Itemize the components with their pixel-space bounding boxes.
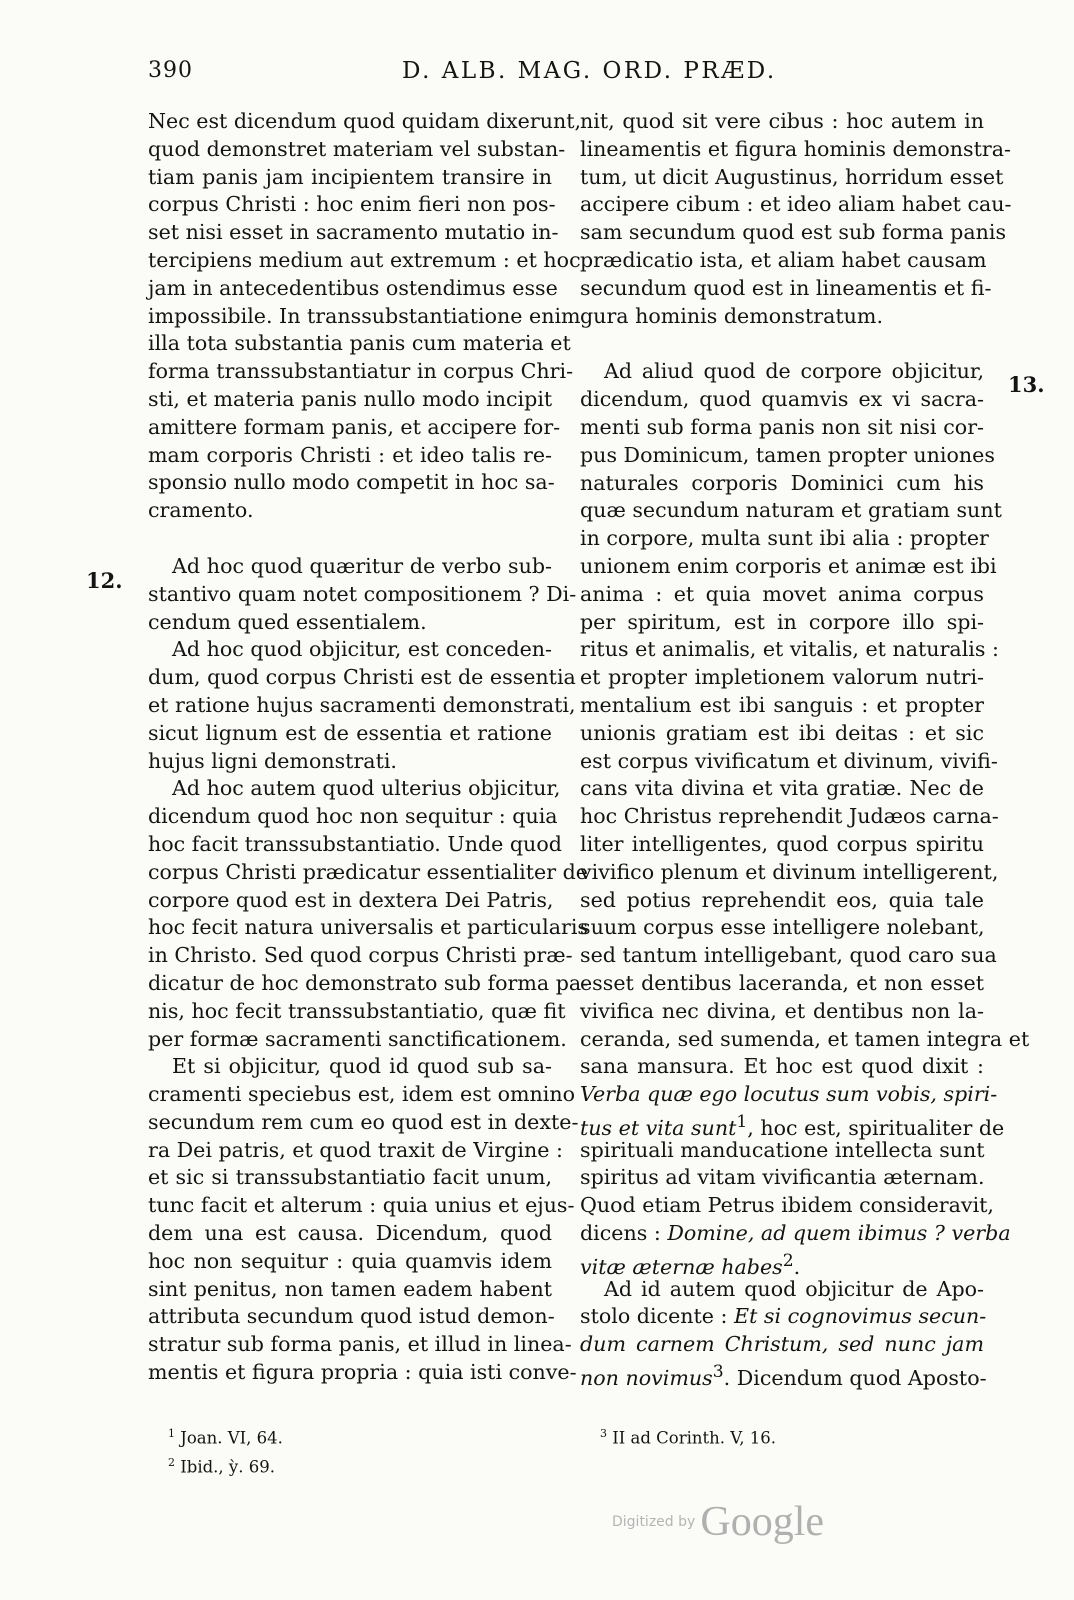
text-line: [580, 1359, 987, 1390]
footnote-text: Ibid., ỳ. 69.: [180, 1457, 275, 1476]
footnote-mark: 3: [600, 1427, 607, 1440]
line-text: mentalium est ibi sanguis : et propter: [580, 692, 984, 717]
line-text: sti, et materia panis nullo modo incipit: [148, 386, 553, 411]
text-line: [580, 303, 984, 331]
text-line: [580, 942, 997, 970]
line-text: corpus Christi : hoc enim fieri non pos-: [148, 192, 556, 217]
text-line: [580, 191, 1012, 219]
italic-citation: vitæ æternæ habes: [580, 1254, 783, 1279]
text-line: [580, 1248, 984, 1279]
line-text: Et si objicitur, quod id quod sub sa-: [172, 1054, 552, 1079]
text-line: [580, 1026, 1030, 1054]
text-line: [580, 1053, 984, 1081]
line-text: et sic si transsubstantiatio facit unum,: [148, 1165, 552, 1190]
line-text: mam corporis Christi : et ideo talis re-: [148, 442, 552, 467]
text-line: [148, 636, 552, 664]
text-line: [580, 108, 984, 136]
text-line: [580, 748, 998, 776]
line-text: unionem enim corporis et animæ est ibi: [580, 553, 997, 578]
text-line: [148, 1276, 552, 1304]
text-line: [580, 442, 995, 470]
line-text: cramenti speciebus est, idem est omnino: [148, 1082, 576, 1107]
line-text: vivifica nec divina, et dentibus non la-: [580, 998, 984, 1023]
text-line: [580, 803, 999, 831]
text-line: [148, 247, 581, 275]
line-text: tiam panis jam incipientem transire in: [148, 164, 552, 189]
line-text: cendum qued essentialem.: [148, 609, 427, 634]
line-text: hujus ligni demonstrati.: [148, 748, 397, 773]
footnote: [600, 1422, 776, 1451]
text-line: [580, 1331, 984, 1359]
text-line: [580, 664, 984, 692]
text-line: [580, 581, 984, 609]
text-line: [148, 1026, 567, 1054]
text-line: [148, 1220, 552, 1248]
line-text: ra Dei patris, et quod traxit de Virgine :: [148, 1137, 563, 1162]
footnote-ref: 2: [782, 1250, 794, 1271]
line-text: gura hominis demonstratum.: [580, 303, 883, 328]
line-text: dicens :: [580, 1221, 668, 1246]
line-text: hoc Christus reprehendit Judæos carna-: [580, 804, 999, 829]
line-text: liter intelligentes, quod corpus spiritu: [580, 831, 984, 856]
line-text: unionis gratiam est ibi deitas : et sic: [580, 720, 984, 745]
text-line: [580, 247, 987, 275]
text-line: [580, 470, 984, 498]
page-header: [148, 58, 998, 94]
line-text: nit, quod sit vere cibus : hoc autem in: [580, 109, 984, 133]
text-line: [148, 414, 561, 442]
line-text: tum, ut dicit Augustinus, horridum esset: [580, 164, 1004, 189]
line-text: per formæ sacramenti sanctificationem.: [148, 1026, 567, 1051]
text-line: [580, 775, 984, 803]
text-line: [148, 1081, 576, 1109]
text-line: [148, 803, 558, 831]
line-text: ritus et animalis, et vitalis, et naturalis :: [580, 637, 999, 662]
footnote-mark: 1: [168, 1427, 175, 1440]
line-text: dicendum, quod quamvis ex vi sacra-: [580, 387, 984, 412]
text-line: [580, 1081, 998, 1109]
text-line: [580, 998, 984, 1026]
text-line: [148, 497, 552, 525]
line-text: lineamentis et figura hominis demonstra-: [580, 136, 1011, 161]
line-text: corpore quod est in dextera Dei Patris,: [148, 887, 554, 912]
line-text: Ad hoc quod objicitur, est conceden-: [172, 637, 552, 662]
text-line: [580, 831, 984, 859]
line-text: sana mansura. Et hoc est quod dixit :: [580, 1054, 984, 1079]
line-text: naturales corporis Dominici cum his: [580, 470, 984, 495]
text-line: [148, 1303, 555, 1331]
text-line: [580, 414, 984, 442]
line-text: est corpus vivificatum et divinum, vivifi-: [580, 748, 998, 773]
line-text: dicatur de hoc demonstrato sub forma pa-: [148, 970, 589, 995]
paragraph-gap: [580, 330, 984, 358]
line-text: per spiritum, est in corpore illo spi-: [580, 609, 984, 634]
line-text: amittere formam panis, et accipere for-: [148, 414, 561, 439]
text-line: [148, 998, 566, 1026]
text-line: [580, 164, 1004, 192]
line-text: nis, hoc fecit transsubstantiatio, quæ fit: [148, 998, 566, 1023]
line-text: tercipiens medium aut extremum : et hoc: [148, 247, 581, 272]
line-text: Ad hoc quod quæritur de verbo sub-: [172, 553, 552, 578]
line-text: spiritus ad vitam vivificantia æternam.: [580, 1165, 985, 1190]
footnote-text: II ad Corinth. V, 16.: [612, 1428, 777, 1448]
line-text: forma transsubstantiatur in corpus Chri-: [148, 359, 574, 384]
italic-citation: tus et vita sunt: [580, 1115, 737, 1140]
line-text: quæ secundum naturam et gratiam sunt: [580, 498, 1002, 523]
text-line: [148, 1359, 577, 1387]
text-line: [148, 1137, 563, 1165]
line-text: ceranda, sed sumenda, et tamen integra et: [580, 1026, 1030, 1051]
paragraph-gap: [148, 525, 552, 553]
line-text: Ad hoc autem quod ulterius objicitur,: [172, 776, 561, 801]
line-text: stantivo quam notet compositionem ? Di-: [148, 581, 577, 606]
text-line: [580, 636, 999, 664]
line-text: jam in antecedentibus ostendimus esse: [148, 275, 558, 300]
text-line: [148, 191, 556, 219]
text-line: [148, 831, 562, 859]
text-line: [148, 887, 552, 915]
line-text: mentis et figura propria : quia isti conve-: [148, 1360, 577, 1385]
text-line: [148, 219, 559, 247]
text-line: [580, 1137, 984, 1165]
text-line: [580, 358, 984, 386]
text-line: [148, 970, 589, 998]
footnote-ref: 3: [712, 1362, 724, 1383]
line-text: spirituali manducatione intellecta sunt: [580, 1137, 985, 1162]
line-text: illa tota substantia panis cum materia et: [148, 331, 571, 356]
text-line: [580, 720, 984, 748]
line-text: in corpore, multa sunt ibi alia : propter: [580, 526, 989, 551]
footnote-ref: 1: [736, 1111, 748, 1132]
text-line: [580, 525, 989, 553]
footnote: [168, 1422, 283, 1451]
footnote-text: Joan. VI, 64.: [180, 1428, 283, 1448]
text-line: [148, 1109, 579, 1137]
line-text: secundum quod est in lineamentis et fi-: [580, 275, 992, 300]
text-line: [580, 1303, 987, 1331]
text-line: [148, 164, 552, 192]
line-text: dum, quod corpus Christi est de essentia: [148, 665, 576, 690]
line-text: Ad id autem quod objicitur de Apo-: [604, 1276, 984, 1301]
line-text: sam secundum quod est sub forma panis: [580, 220, 1007, 245]
text-line: [148, 358, 574, 386]
running-title: D. ALB. MAG. ORD. PRÆD.: [402, 58, 777, 84]
line-text: sicut lignum est de essentia et ratione: [148, 720, 552, 745]
text-line: [148, 108, 582, 136]
line-text: sint penitus, non tamen eadem habent: [148, 1276, 552, 1301]
watermark-prefix: Digitized by: [612, 1514, 696, 1530]
line-text: sed potius reprehendit eos, quia tale: [580, 887, 984, 912]
line-text: .: [793, 1254, 801, 1279]
line-text: Nec est dicendum quod quidam dixerunt,: [148, 109, 582, 133]
italic-citation: Verba quæ ego locutus sum vobis, spiri-: [580, 1082, 998, 1107]
text-line: [148, 720, 552, 748]
italic-citation: dum carnem Christum, sed nunc jam: [580, 1332, 984, 1357]
line-text: prædicatio ista, et aliam habet causam: [580, 247, 987, 272]
line-text: sed tantum intelligebant, quod caro sua: [580, 943, 997, 968]
text-line: [580, 1220, 1011, 1248]
text-line: [148, 1053, 552, 1081]
text-line: [580, 859, 999, 887]
text-line: [148, 914, 588, 942]
line-text: menti sub forma panis non sit nisi cor-: [580, 414, 984, 439]
text-line: [580, 136, 1011, 164]
line-text: stolo dicente :: [580, 1304, 735, 1329]
text-line: [148, 469, 555, 497]
text-line: [580, 1192, 994, 1220]
italic-citation: Domine, ad quem ibimus ? verba: [667, 1221, 1011, 1246]
line-text: secundum rem cum eo quod est in dexte-: [148, 1109, 579, 1134]
line-text: hoc facit transsubstantiatio. Unde quod: [148, 831, 562, 856]
line-text: anima : et quia movet anima corpus: [580, 581, 984, 606]
line-text: corpus Christi prædicatur essentialiter de: [148, 859, 588, 884]
text-line: [148, 553, 552, 581]
line-text: stratur sub forma panis, et illud in linea-: [148, 1332, 572, 1357]
italic-citation: non novimus: [580, 1365, 713, 1390]
line-text: quod demonstret materiam vel substan-: [148, 136, 566, 161]
line-text: set nisi esset in sacramento mutatio in-: [148, 220, 559, 245]
page-number: 390: [148, 58, 193, 83]
line-text: et propter impletionem valorum nutri-: [580, 665, 984, 690]
text-line: [148, 1192, 575, 1220]
footnote-mark: 2: [168, 1455, 175, 1469]
text-line: [580, 1276, 984, 1304]
text-line: [148, 775, 561, 803]
text-line: [580, 914, 984, 942]
line-text: , hoc est, spiritualiter de: [747, 1115, 1005, 1140]
line-text: hoc non sequitur : quia quamvis idem: [148, 1248, 552, 1273]
text-line: [580, 1164, 984, 1192]
footnotes-left: [168, 1422, 283, 1479]
text-line: [580, 275, 992, 303]
footnotes-right: [600, 1422, 776, 1451]
google-logo: Google: [700, 1499, 825, 1545]
text-line: [580, 692, 984, 720]
text-line: [148, 748, 552, 776]
margin-section-number-13: 13.: [1008, 372, 1045, 397]
text-line: [148, 692, 576, 720]
italic-citation: Et si cognovimus secun-: [734, 1304, 987, 1329]
digitized-watermark: [612, 1498, 824, 1546]
line-text: accipere cibum : et ideo aliam habet cau-: [580, 192, 1012, 217]
text-line: [148, 275, 558, 303]
line-text: Ad aliud quod de corpore objicitur,: [604, 359, 984, 384]
line-text: et ratione hujus sacramenti demonstrati,: [148, 692, 576, 717]
line-text: dem una est causa. Dicendum, quod: [148, 1221, 552, 1246]
footnote: [168, 1451, 283, 1480]
text-line: [148, 1248, 552, 1276]
text-line: [148, 664, 576, 692]
text-line: [148, 859, 588, 887]
line-text: attributa secundum quod istud demon-: [148, 1304, 555, 1329]
line-text: esset dentibus laceranda, et non esset: [580, 970, 984, 995]
text-line: [148, 581, 577, 609]
text-line: [580, 497, 1002, 525]
line-text: suum corpus esse intelligere nolebant,: [580, 915, 985, 940]
text-line: [148, 942, 573, 970]
text-line: [580, 1109, 1005, 1140]
text-line: [148, 1164, 552, 1192]
text-line: [580, 970, 984, 998]
text-line: [580, 609, 984, 637]
line-text: tunc facit et alterum : quia unius et ejus-: [148, 1193, 575, 1218]
text-line: [148, 609, 552, 637]
line-text: sponsio nullo modo competit in hoc sa-: [148, 470, 555, 495]
text-line: [148, 330, 571, 358]
text-line: [148, 442, 552, 470]
text-line: [580, 386, 984, 414]
text-line: [148, 1331, 572, 1359]
line-text: in Christo. Sed quod corpus Christi præ-: [148, 943, 573, 968]
line-text: impossibile. In transsubstantiatione enim: [148, 303, 581, 328]
left-text-column: [148, 108, 589, 1387]
text-line: [580, 219, 1007, 247]
line-text: cans vita divina et vita gratiæ. Nec de: [580, 776, 984, 801]
margin-section-number-12: 12.: [86, 568, 123, 593]
text-line: [148, 386, 552, 414]
line-text: dicendum quod hoc non sequitur : quia: [148, 804, 558, 829]
text-line: [148, 303, 581, 331]
line-text: vivifico plenum et divinum intelligerent,: [580, 859, 999, 884]
text-line: [148, 136, 566, 164]
line-text: pus Dominicum, tamen propter uniones: [580, 442, 995, 467]
line-text: hoc fecit natura universalis et particularis: [148, 915, 588, 940]
line-text: . Dicendum quod Aposto-: [723, 1365, 987, 1390]
line-text: cramento.: [148, 498, 254, 523]
line-text: Quod etiam Petrus ibidem consideravit,: [580, 1193, 994, 1218]
text-line: [580, 887, 984, 915]
text-line: [580, 553, 997, 581]
